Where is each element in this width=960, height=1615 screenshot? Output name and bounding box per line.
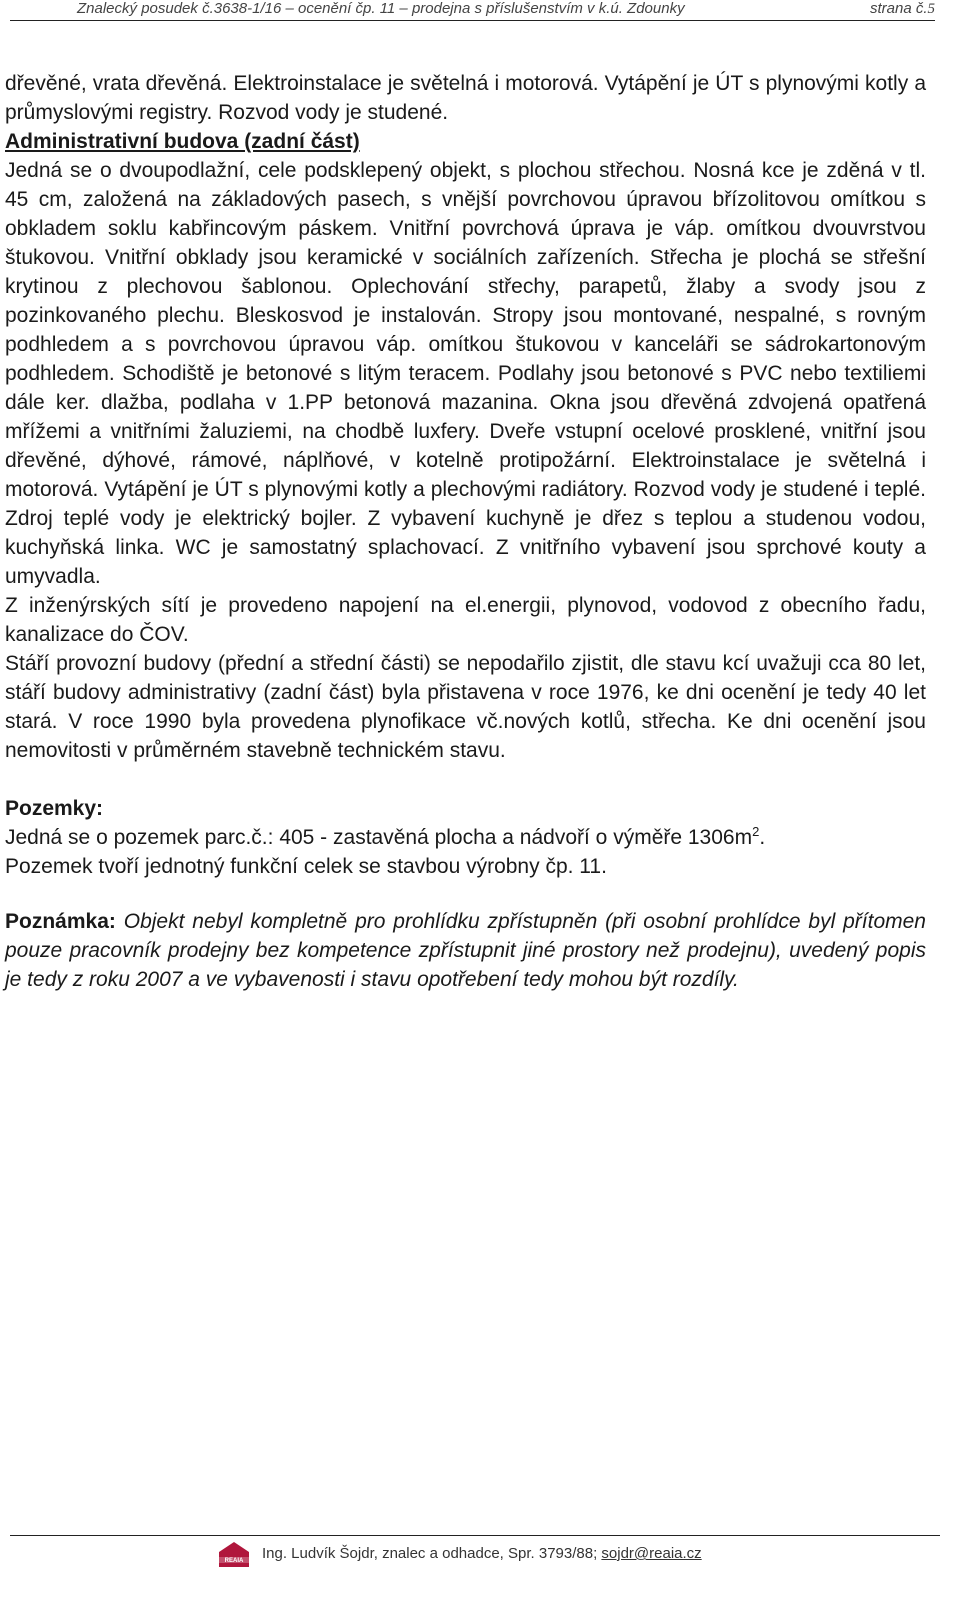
paragraph-note: [5, 907, 926, 994]
document-title: Znalecký posudek č.3638-1/16 – ocenění čp. 11 – prodejna s příslušenstvím v k.ú. Zdounky: [77, 0, 685, 17]
reaia-logo-icon: [215, 1540, 253, 1568]
logo-text: REAIA: [224, 1558, 244, 1564]
paragraph-admin-description: Jedná se o dvoupodlažní, cele podsklepený objekt, s plochou střechou. Nosná kce je zděná v tl. 45 cm, založená na základových pasech, s vnější povrchovou úpravou břízolitovou omítkou s obkladem soklu kabřincovým páskem. Vnitřní povrchová úprava je váp. omítkou dvouvrstvou štukovou. Vnitřní obklady jsou keramické v sociálních zařízeních. Střecha je plochá se střešní krytinou z plechovou šablonou. Oplechování střechy, parapetů, žlaby a svody jsou z pozinkovaného plechu. Bleskosvod je instalován. Stropy jsou montované, nespalné, s rovným podhledem a s povrchovou úpravou váp. omítkou štukovou v kanceláři se sádrokartonovým podhledem. Schodiště je betonové s litým teracem. Podlahy jsou betonové s PVC nebo textiliemi dále ker. dlažba, podlaha v 1.PP betonová mazanina. Okna jsou dřevěná zdvojená opatřená mřížemi a vnitřními žaluziemi, na chodbě luxfery. Dveře vstupní ocelové prosklené, vnitřní jsou dřevěné, dýhové, rámové, náplňové, v kotelně protipožární. Elektroinstalace je světelná i motorová. Vytápění je ÚT s plynovými kotly a plechovými radiátory. Rozvod vody je studené i teplé. Zdroj teplé vody je elektrický bojler. Z vybavení kuchyně je dřez s teplou a studenou vodou, kuchyňská linka. WC je samostatný splachovací. Z vnitřního vybavení jsou sprchové kouty a umyvadla.: [5, 159, 926, 588]
paragraph-land-parcel: [5, 823, 926, 852]
spacer: [5, 765, 926, 794]
document-body: [5, 69, 926, 994]
paragraph-land-unit: Pozemek tvoří jednotný funkční celek se stavbou výrobny čp. 11.: [5, 855, 607, 878]
land-parcel-end: .: [759, 826, 766, 849]
superscript-2: 2: [752, 824, 760, 839]
page-header: [10, 0, 935, 21]
paragraph-production-end: dřevěné, vrata dřevěná. Elektroinstalace je světelná i motorová. Vytápění je ÚT s plynovými kotly a průmyslovými registry. Rozvod vody je studené.: [5, 72, 926, 124]
section-heading-admin-building: Administrativní budova (zadní část): [5, 130, 360, 153]
page-label: strana č.: [869, 0, 928, 17]
paragraph-age: Stáří provozní budovy (přední a střední části) se nepodařilo zjistit, dle stavu kcí uvažuji cca 80 let, stáří budovy administrativy (zadní část) byla přistavena v roce 1976, ke dni ocenění je tedy 40 let stará. V roce 1990 byla provedena plynofikace vč.nových kotlů, střecha. Ke dni ocenění jsou nemovitosti v průměrném stavebně technickém stavu.: [5, 652, 926, 762]
section-heading-land: Pozemky:: [5, 797, 104, 820]
footer-text: [262, 1545, 702, 1562]
author-credit: Ing. Ludvík Šojdr, znalec a odhadce, Spr. 3793/88;: [262, 1545, 602, 1562]
author-email-link[interactable]: sojdr@reaia.cz: [601, 1545, 702, 1562]
spacer: [5, 881, 926, 907]
page-number: 5: [927, 1, 935, 17]
paragraph-utilities: Z inženýrských sítí je provedeno napojení na el.energii, plynovod, vodovod z obecního řadu, kanalizace do ČOV.: [5, 594, 926, 646]
land-parcel-text: Jedná se o pozemek parc.č.: 405 - zastavěná plocha a nádvoří o výměře 1306m: [5, 826, 753, 849]
page-indicator: [870, 0, 935, 18]
note-label: Poznámka:: [5, 910, 116, 933]
note-text: Objekt nebyl kompletně pro prohlídku zpřístupněn (při osobní prohlídce byl přítomen pouze pracovník prodejny bez kompetence zpřístupnit jiné prostory než prodejnu), uvedený popis je tedy z roku 2007 a ve vybavenosti i stavu opotřebení tedy mohou být rozdíly.: [5, 910, 926, 991]
footer-divider: [10, 1535, 940, 1536]
